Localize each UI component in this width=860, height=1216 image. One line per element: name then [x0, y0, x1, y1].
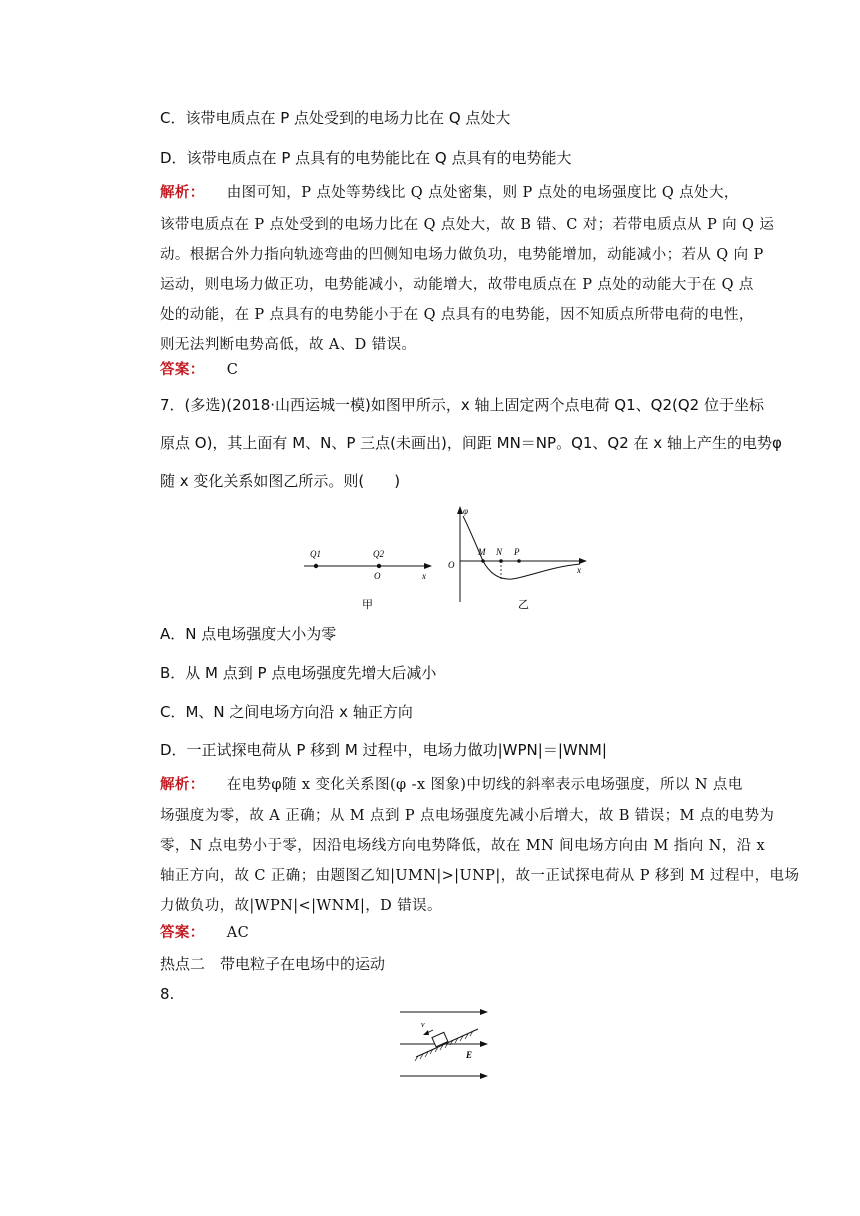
charge-q2: [377, 564, 381, 568]
q7-figure: [300, 500, 590, 615]
solution-line: 轴正方向，故 C 正确；由题图乙知|UMN|>|UNP|，故一正试探电荷从 P 移到 M 过程中，电场: [160, 868, 800, 884]
question-stem-line: 原点 O)，其上面有 M、N、P 三点(未画出)，间距 MN＝NP。Q1、Q2 在 x 轴上产生的电势φ: [160, 434, 782, 452]
point-p: [517, 559, 521, 563]
point-n: [499, 559, 503, 563]
solution-line: 则无法判断电势高低，故 A、D 错误。: [160, 337, 417, 353]
charge-q1: [314, 564, 318, 568]
m-label: M: [478, 547, 486, 557]
q2-label: Q2: [373, 549, 384, 559]
answer-label: 答案：: [160, 362, 205, 378]
figure-yi: [448, 506, 587, 611]
origin-label: O: [448, 560, 455, 570]
solution-label: 解析：: [160, 185, 205, 201]
block: [432, 1032, 448, 1046]
x-axis-label: x: [577, 565, 581, 575]
solution-line: 动。根据合外力指向轨迹弯曲的凹侧知电场力做负功，电势能增加，动能减小；若从 Q 向 P: [160, 247, 764, 263]
solution-line: 处的动能，在 P 点具有的电势能小于在 Q 点具有的电势能，因不知质点所带电荷的电性，: [160, 307, 754, 323]
solution-line: 场强度为零，故 A 正确；从 M 点到 P 点电场强度先减小后增大，故 B 错误；M 点的电势为: [160, 808, 775, 824]
phi-axis-label: φ: [463, 506, 468, 516]
p-label: P: [514, 547, 520, 557]
option-d-prev: D．该带电质点在 P 点具有的电势能比在 Q 点具有的电势能大: [160, 149, 572, 167]
section-heading: 热点二 带电粒子在电场中的运动: [160, 955, 386, 973]
field-label: E: [466, 1050, 473, 1060]
solution-line: 该带电质点在 P 点处受到的电场力比在 Q 点处大，故 B 错、C 对；若带电质点从 P 向 Q 运: [160, 217, 775, 233]
answer-line: [160, 360, 238, 380]
point-m: [481, 559, 485, 563]
answer-line: [160, 923, 249, 943]
answer-value: C: [226, 362, 239, 378]
x-axis-label: x: [422, 571, 426, 581]
solution-line: 力做负功，故|WPN|<|WNM|，D 错误。: [160, 898, 442, 914]
figure-caption-yi: 乙: [518, 599, 529, 611]
figure-caption-jia: 甲: [362, 599, 373, 611]
solution-line: 解析： 由图可知，P 点处等势线比 Q 点处密集，则 P 点处的电场强度比 Q 点处大，: [160, 185, 739, 201]
option-a: A．N 点电场强度大小为零: [160, 625, 337, 643]
solution-line: 解析： 在电势φ随 x 变化关系图(φ -x 图象)中切线的斜率表示电场强度，所以 N 点电: [160, 777, 743, 793]
figure-jia: [304, 549, 432, 611]
solution-line: 零，N 点电势小于零，因沿电场线方向电势降低，故在 MN 间电场方向由 M 指向 N，沿 x: [160, 838, 766, 854]
question-number: 8.: [160, 985, 175, 1003]
answer-value: AC: [226, 925, 250, 941]
question-stem-line: 随 x 变化关系如图乙所示。则( ): [160, 472, 401, 490]
option-b: B．从 M 点到 P 点电场强度先增大后减小: [160, 664, 437, 682]
option-d: D．一正试探电荷从 P 移到 M 过程中，电场力做功|WPN|＝|WNM|: [160, 741, 607, 759]
question-stem-line: 7．(多选)(2018·山西运城一模)如图甲所示，x 轴上固定两个点电荷 Q1、Q2(Q2 位于坐标: [160, 396, 764, 414]
q8-figure: [396, 1005, 496, 1083]
n-label: N: [496, 547, 503, 557]
origin-label: O: [374, 571, 381, 581]
solution-label: 解析：: [160, 777, 205, 793]
answer-label: 答案：: [160, 925, 205, 941]
q1-label: Q1: [310, 549, 321, 559]
solution-line: 运动，则电场力做正功，电势能减小，动能增大，故带电质点在 P 点处的动能大于在 Q 点: [160, 277, 754, 293]
option-c: C．M、N 之间电场方向沿 x 轴正方向: [160, 703, 413, 721]
velocity-label: v: [421, 1020, 425, 1029]
option-c-prev: C．该带电质点在 P 点处受到的电场力比在 Q 点处大: [160, 109, 511, 127]
